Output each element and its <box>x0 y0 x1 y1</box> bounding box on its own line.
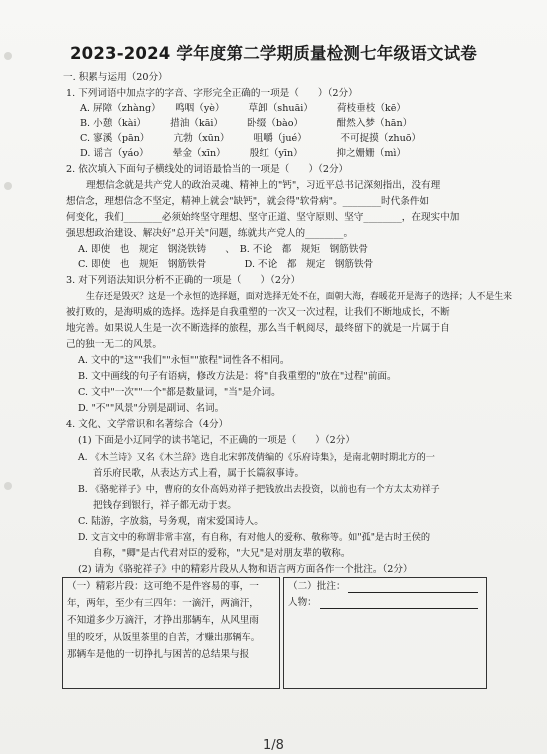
option-line: 首乐府民歌，从表达方式上看，属于长篇叙事诗。 <box>93 468 305 479</box>
question-4: 4. 文化、文学常识和名著综合（4分） <box>66 419 229 430</box>
option-line: A. 即使 也 规定 钢浇铁铸 、 B. 不论 都 规矩 钢筋铁骨 <box>78 244 369 255</box>
annotation-answer-line[interactable] <box>348 592 478 593</box>
sub-question: (2) 请为《骆驼祥子》中的精彩片段从人物和语言两方面各作一个批注。（2分） <box>78 564 413 575</box>
passage-line: 地完善。如果说人生是一次不断选择的旅程，那么当千帆阅尽，最终留下的就是一片属于自 <box>66 323 450 334</box>
excerpt-line: 那辆车是他的一切挣扎与困苦的总结果与报 <box>67 649 250 660</box>
annotation-header: （二）批注： <box>288 581 346 592</box>
question-3: 3. 对下列语法知识分析不正确的一项是（ ）（2分） <box>66 275 301 286</box>
option-line: A. 《木兰诗》又名《木兰辞》选自北宋郭茂倩编的《乐府诗集》，是南北朝时期北方的一 <box>78 452 435 463</box>
option-line: 把钱存到银行，祥子都无动于衷。 <box>93 500 237 511</box>
option-line: D. 谣言（yáo） 晕金（xīn） 殷红（yīn） 抑之姗姗（mì） <box>80 148 407 159</box>
passage-line: 生存还是毁灭？这是一个永恒的选择题，面对选择无处不在，面朝大海，春暖花开是海子的选择；人不是生来 <box>86 292 512 302</box>
option-line: B. 《骆驼祥子》中，曹府的女仆高妈劝祥子把钱放出去投资，以前也有一个方太太劝祥子 <box>78 484 440 495</box>
question-1: 1. 下列词语中加点字的字音、字形完全正确的一项是（ ）（2分） <box>66 88 358 99</box>
binding-hole <box>4 482 12 490</box>
option-line: C. 文中"一次""一个"都是数量词，"当"是介词。 <box>78 387 281 398</box>
option-line: B. 小憩（kài） 措油（kāi） 卧缀（bào） 酣然入梦（hān） <box>80 118 413 129</box>
passage-line: 强思想政治建设、解决好"总开关"问题，练就共产党人的________。 <box>66 228 354 239</box>
option-line: A. 文中的"这""我们""永恒""旅程"词性各不相同。 <box>78 355 290 366</box>
option-line: 自称，"卿"是古代君对臣的爱称，"大兄"是对朋友辈的敬称。 <box>93 548 351 559</box>
option-line: B. 文中画线的句子有语病，修改方法是：将"自我重塑的"放在"过程"前面。 <box>78 371 397 382</box>
option-line: D. "不""风景"分别是副词、名词。 <box>78 403 225 414</box>
passage-line: 理想信念就是共产党人的政治灵魂、精神上的"钙"，习近平总书记深刻指出，没有理 <box>86 180 441 191</box>
exam-title: 2023-2024 学年度第二学期质量检测七年级语文试卷 <box>69 44 478 63</box>
passage-line: 己的独一无二的风景。 <box>66 339 162 350</box>
option-line: C. 寥溪（pān） 亢勃（xūn） 咀嚼（jué） 不可捉摸（zhuō） <box>80 133 422 144</box>
section-heading: 一. 积累与运用（20分） <box>63 72 168 83</box>
excerpt-line: 不知道多少万滴汗，才挣出那辆车，从风里雨 <box>67 615 259 626</box>
excerpt-line: 年，两年，至少有三四年：一滴汗，两滴汗， <box>67 598 259 609</box>
person-label: 人物： <box>288 597 317 608</box>
passage-line: 被打败的，是海明威的选择。选择是自我重塑的一次又一次过程，让我们不断地成长，不断 <box>66 307 450 318</box>
passage-line: 何变化，我们________必须始终坚守理想、坚守正道、坚守原则、坚守________，在现实中加 <box>66 212 460 223</box>
page-number: 1/8 <box>263 738 284 753</box>
excerpt-line: 里的咬牙，从饭里茶里的自苦，才赚出那辆车。 <box>67 632 260 643</box>
question-2: 2. 依次填入下面句子横线处的词语最恰当的一项是（ ）（2分） <box>66 164 349 175</box>
binding-hole <box>4 182 12 190</box>
option-line: C. 陆游，字放翁，号务观，南宋爱国诗人。 <box>78 516 264 527</box>
option-line: A. 屏障（zhàng） 鸣咽（yè） 草卸（shuāi） 荷枝垂枝（kē） <box>80 103 406 114</box>
option-line: C. 即使 也 规矩 钢筋铁骨 D. 不论 都 规定 钢筋铁骨 <box>78 259 374 270</box>
option-line: D. 文言文中的称谓非常丰富，有自称，有对他人的爱称、敬称等。如"孤"是古时王侯的 <box>78 532 431 543</box>
person-answer-line[interactable] <box>320 608 478 609</box>
sub-question: (1) 下面是小辽同学的读书笔记，不正确的一项是（ ）（2分） <box>78 435 355 446</box>
passage-line: 想信念，理想信念不坚定，精神上就会"缺钙"，就会得"软骨病"。________时代条件如 <box>66 196 430 207</box>
annotation-box <box>283 577 487 689</box>
excerpt-line: （一）精彩片段：这可绝不是件容易的事，一 <box>67 581 259 592</box>
excerpt-box <box>62 577 280 689</box>
